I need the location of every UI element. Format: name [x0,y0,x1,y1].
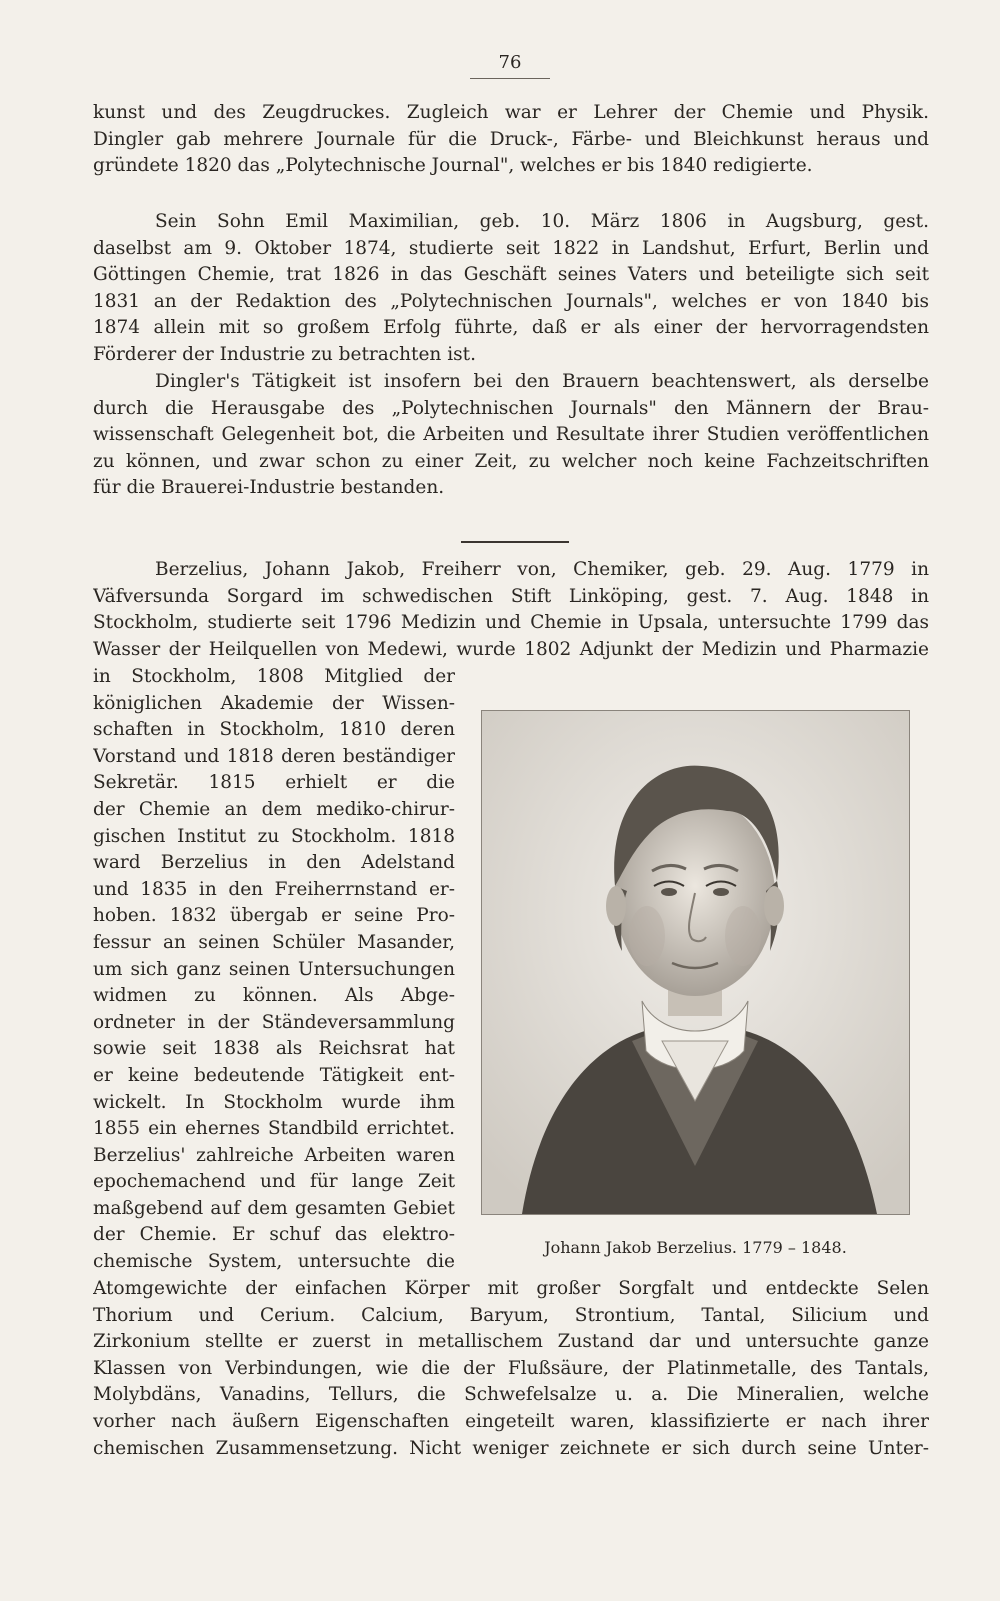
text-line: Berzelius' zahlreiche Arbeiten waren [93,1144,455,1166]
text-line: der Chemie an dem mediko-chirur- [93,798,455,820]
portrait-image [481,710,910,1215]
text-line: Berzelius, Johann Jakob, Freiherr von, Chemiker, geb. 29. Aug. 1779 in [155,559,929,580]
text-line: wissenschaft Gelegenheit bot, die Arbeiten und Resultate ihrer Studien veröffentlichen [93,424,929,446]
text-line: 1855 ein ehernes Standbild errichtet. [93,1118,455,1140]
paragraph-berzelius-column [93,664,455,1276]
text-line: gründete 1820 das „Polytechnische Journal", welches er bis 1840 redigierte. [93,155,813,177]
page-number-rule [470,78,550,79]
text-line: ordneter in der Ständeversammlung [93,1011,455,1033]
text-line: daselbst am 9. Oktober 1874, studierte seit 1822 in Landshut, Erfurt, Berlin und [93,237,929,259]
text-line: vorher nach äußern Eigenschaften eingeteilt waren, klassifizierte er nach ihrer [93,1410,929,1432]
text-line: 1831 an der Redaktion des „Polytechnischen Journals", welches er von 1840 bis [93,290,929,312]
text-line: hoben. 1832 übergab er seine Pro- [93,905,455,927]
text-line: Dingler gab mehrere Journale für die Druck-, Färbe- und Bleichkunst heraus und [93,128,929,150]
paragraph-berzelius-intro [93,557,929,663]
text-line: Atomgewichte der einfachen Körper mit großer Sorgfalt und entdeckte Selen [93,1278,929,1299]
text-line: um sich ganz seinen Untersuchungen [93,958,455,980]
text-line: maßgebend auf dem gesamten Gebiet [93,1197,455,1219]
text-line: der Chemie. Er schuf das elektro- [93,1224,455,1246]
text-line: Väfversunda Sorgard im schwedischen Stift Linköping, gest. 7. Aug. 1848 in [93,585,929,607]
text-line: und 1835 in den Freiherrnstand er- [93,878,455,900]
text-line: Göttingen Chemie, trat 1826 in das Geschäft seines Vaters und beteiligte sich seit [93,264,929,286]
text-line: zu können, und zwar schon zu einer Zeit, zu welcher noch keine Fachzeitschriften [93,450,929,472]
text-line: widmen zu können. Als Abge- [93,985,455,1007]
text-line: er keine bedeutende Tätigkeit ent- [93,1064,455,1086]
text-line: schaften in Stockholm, 1810 deren [93,719,455,741]
text-line: gischen Institut zu Stockholm. 1818 [93,825,455,847]
text-line: Vorstand und 1818 deren beständiger [93,745,455,767]
page-number: 76 [498,52,522,73]
text-line: chemischen Zusammensetzung. Nicht weniger zeichnete er sich durch seine Unter- [93,1437,929,1459]
text-line: in Stockholm, 1808 Mitglied der [93,666,455,687]
text-line: Sein Sohn Emil Maximilian, geb. 10. März 1806 in Augsburg, gest. [155,211,929,232]
text-line: Förderer der Industrie zu betrachten ist. [93,343,476,365]
text-line: 1874 allein mit so großem Erfolg führte, daß er als einer der hervorragendsten [93,317,929,339]
text-line: chemische System, untersuchte die [93,1251,455,1273]
paragraph-dingler-brewers [93,369,929,502]
text-line: Wasser der Heilquellen von Medewi, wurde 1802 Adjunkt der Medizin und Pharmazie [93,638,929,660]
section-divider [461,541,569,543]
text-line: wickelt. In Stockholm wurde ihm [93,1091,455,1113]
text-line: Stockholm, studierte seit 1796 Medizin und Chemie in Upsala, untersuchte 1799 das [93,612,929,634]
text-line: epochemachend und für lange Zeit [93,1171,455,1193]
text-line: ward Berzelius in den Adelstand [93,852,455,874]
portrait-illustration [482,711,909,1214]
text-line: Klassen von Verbindungen, wie die der Flußsäure, der Platinmetalle, des Tantals, [93,1357,929,1379]
portrait-caption: Johann Jakob Berzelius. 1779 – 1848. [544,1238,847,1257]
paragraph-berzelius-tail [93,1276,929,1462]
text-line: sowie seit 1838 als Reichsrat hat [93,1038,455,1060]
text-line: für die Brauerei-Industrie bestanden. [93,477,445,499]
text-line: kunst und des Zeugdruckes. Zugleich war er Lehrer der Chemie und Physik. [93,102,929,123]
text-line: durch die Herausgabe des „Polytechnischen Journals" den Männern der Brau- [93,397,929,419]
text-line: fessur an seinen Schüler Masander, [93,931,455,953]
text-line: Zirkonium stellte er zuerst in metallischem Zustand dar und untersuchte ganze [93,1331,929,1353]
text-line: Molybdäns, Vanadins, Tellurs, die Schwefelsalze u. a. Die Mineralien, welche [93,1384,929,1406]
text-line: Sekretär. 1815 erhielt er die [93,772,455,794]
text-line: Thorium und Cerium. Calcium, Baryum, Strontium, Tantal, Silicium und [93,1304,929,1326]
paragraph-emil-maximilian [93,209,929,369]
text-line: königlichen Akademie der Wissen- [93,692,455,714]
paragraph-dingler-1 [93,100,929,180]
text-line: Dingler's Tätigkeit ist insofern bei den Brauern beachtenswert, als derselbe [155,371,929,392]
